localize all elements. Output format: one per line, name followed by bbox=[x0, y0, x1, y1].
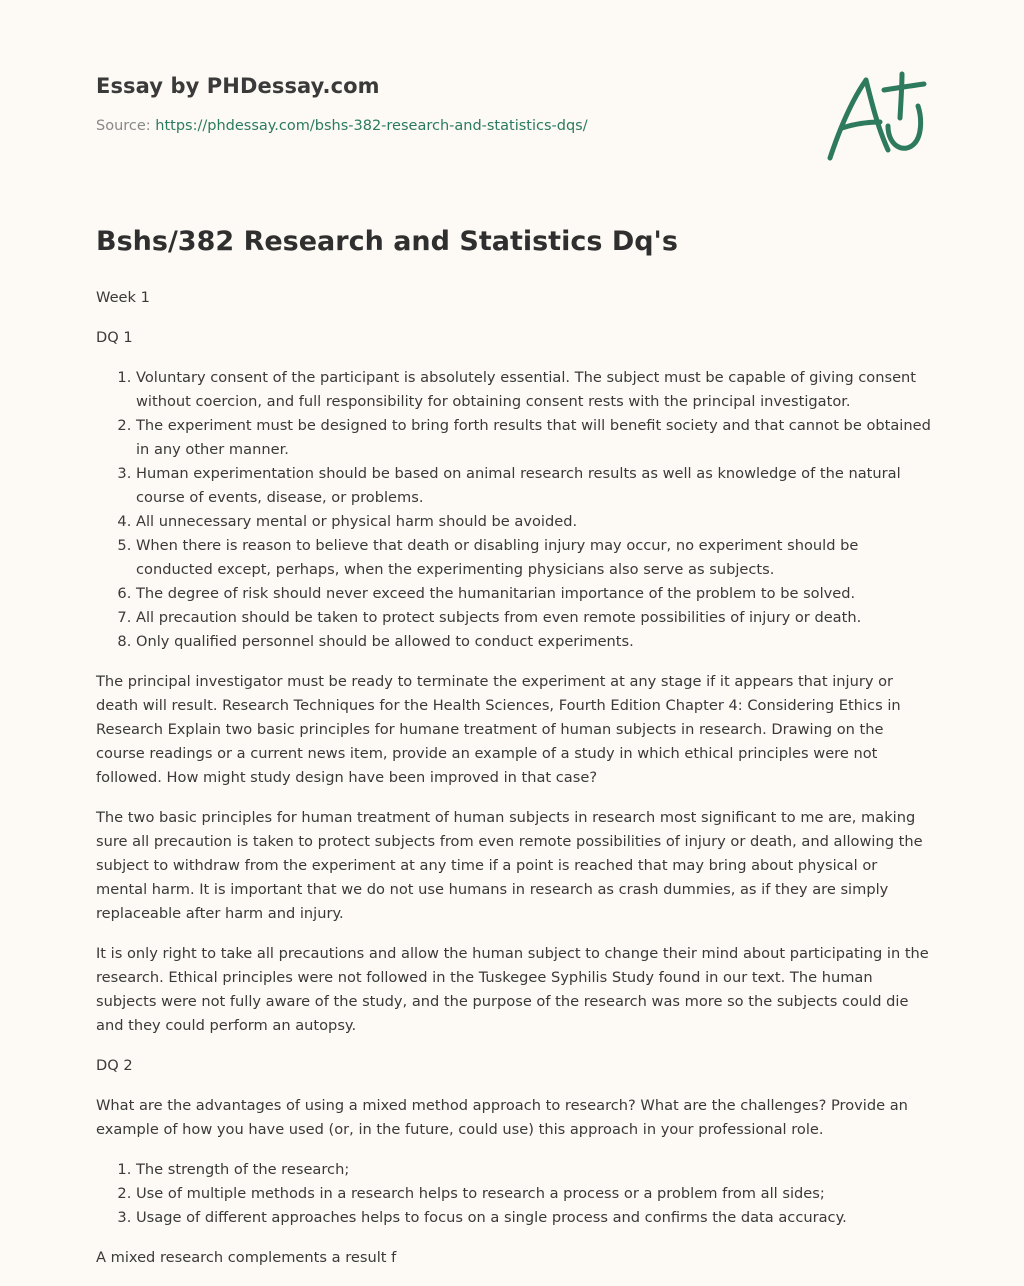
source-label: Source: bbox=[96, 118, 151, 134]
article bbox=[96, 222, 932, 1286]
source-link[interactable]: https://phdessay.com/bshs-382-research-and-statistics-dqs/ bbox=[155, 118, 588, 134]
paragraph: It is only right to take all precautions and allow the human subject to change their mind about participating in the research. Ethical principles were not followed in the Tuskegee Syphilis Study found in our text. The human subjects were not fully aware of the study, and the purpose of the research was more so the subjects could die and they could perform an autopsy. bbox=[96, 945, 929, 1034]
list-item: 6. The degree of risk should never exceed the humanitarian importance of the problem to be solved. bbox=[136, 582, 932, 606]
week-label: Week 1 bbox=[96, 289, 150, 306]
dq2-heading: DQ 2 bbox=[96, 1057, 133, 1074]
list-item: 1. Voluntary consent of the participant is absolutely essential. The subject must be capable of giving consent without coercion, and full responsibility for obtaining consent rests with the principal investigator. bbox=[136, 366, 932, 414]
page-header bbox=[96, 74, 796, 134]
list-item: 8. Only qualified personnel should be allowed to conduct experiments. bbox=[136, 630, 932, 654]
dq2-list bbox=[96, 1158, 932, 1230]
paragraph: The two basic principles for human treatment of human subjects in research most significant to me are, making sure all precaution is taken to protect subjects from even remote possibilities of injury or death, and allowing the subject to withdraw from the experiment at any time if a point is reached that may bring about physical or mental harm. It is important that we do not use humans in research as crash dummies, as if they are simply replaceable after harm and injury. bbox=[96, 809, 923, 922]
list-item: 4. All unnecessary mental or physical harm should be avoided. bbox=[136, 510, 932, 534]
list-item: 2. The experiment must be designed to bring forth results that will benefit society and that cannot be obtained in any other manner. bbox=[136, 414, 932, 462]
paragraph: A mixed research complements a result f bbox=[96, 1249, 397, 1266]
paragraph: The principal investigator must be ready to terminate the experiment at any stage if it appears that injury or death will result. Research Techniques for the Health Sciences, Fourth Edition Chapter 4: Considering Ethics in Research Explain two basic principles for humane treatment of human subjects in research. Drawing on the course readings or a current news item, provide an example of a study in which ethical principles were not followed. How might study design have been improved in that case? bbox=[96, 673, 901, 786]
site-title: Essay by PHDessay.com bbox=[96, 74, 380, 98]
source-line bbox=[96, 118, 796, 134]
list-item: 5. When there is reason to believe that death or disabling injury may occur, no experiment should be conducted except, perhaps, when the experimenting physicians also serve as subjects. bbox=[136, 534, 932, 582]
dq1-list bbox=[96, 366, 932, 654]
paragraph: What are the advantages of using a mixed method approach to research? What are the challenges? Provide an example of how you have used (or, in the future, could use) this approach in your professional role. bbox=[96, 1097, 908, 1138]
list-item: 1. The strength of the research; bbox=[136, 1158, 932, 1182]
list-item: 3. Human experimentation should be based on animal research results as well as knowledge of the natural course of events, disease, or problems. bbox=[136, 462, 932, 510]
dq1-heading: DQ 1 bbox=[96, 329, 133, 346]
a-plus-logo-icon bbox=[822, 66, 932, 166]
list-item: 3. Usage of different approaches helps to focus on a single process and confirms the data accuracy. bbox=[136, 1206, 932, 1230]
list-item: 7. All precaution should be taken to protect subjects from even remote possibilities of injury or death. bbox=[136, 606, 932, 630]
list-item: 2. Use of multiple methods in a research helps to research a process or a problem from all sides; bbox=[136, 1182, 932, 1206]
article-title: Bshs/382 Research and Statistics Dq's bbox=[96, 226, 678, 257]
